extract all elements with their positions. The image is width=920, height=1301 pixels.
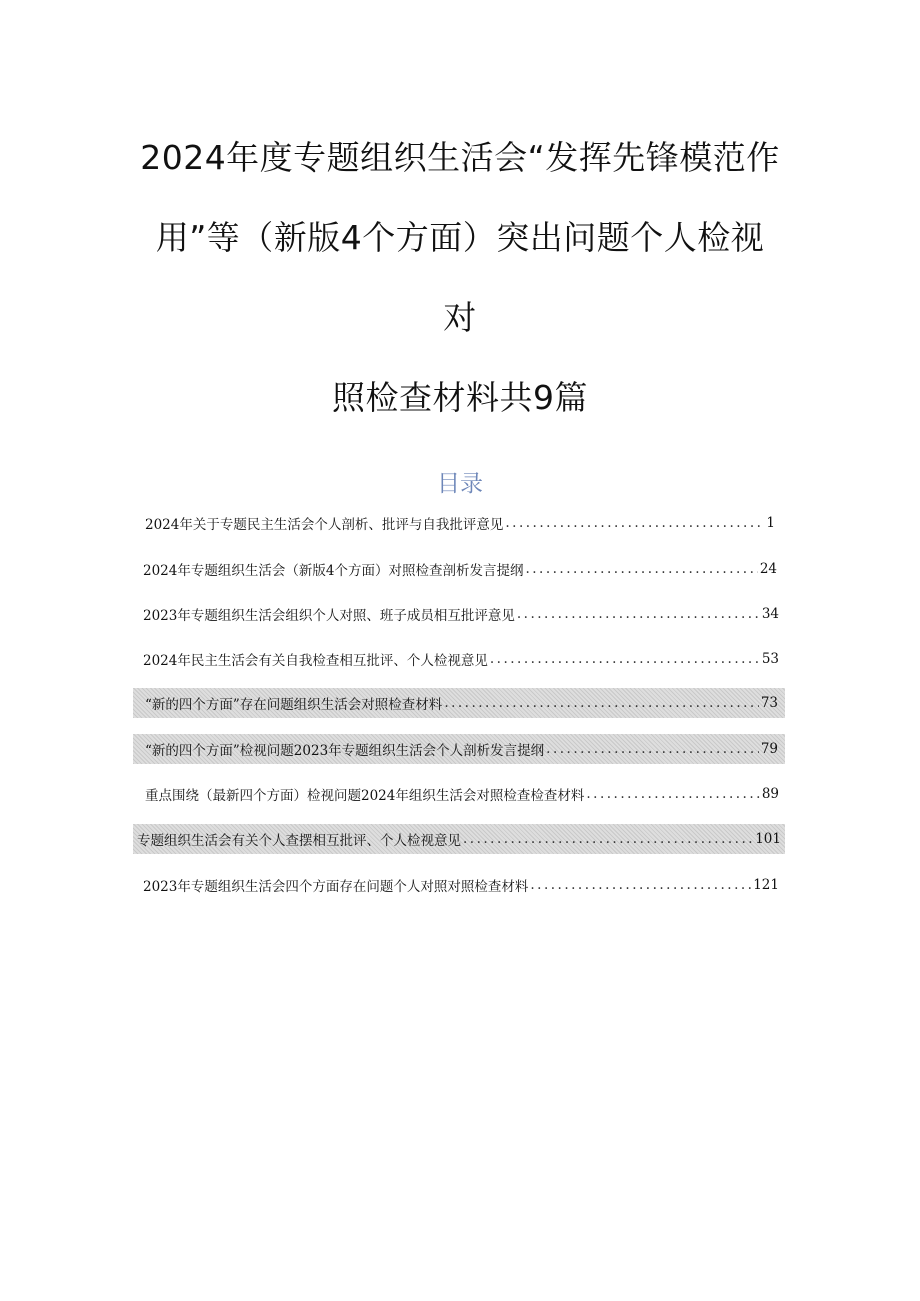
document-title-line-1: 2024年度专题组织生活会“发挥先锋模范作 (140, 138, 780, 177)
toc-entry-title: 专题组织生活会有关个人查摆相互批评、个人检视意见 (137, 833, 461, 849)
toc-entry-page-number: 1 (766, 515, 775, 531)
toc-entry-page-number: 53 (761, 651, 779, 667)
toc-entry-3[interactable] (143, 599, 779, 629)
document-title-line-2: 用”等（新版4个方面）突出问题个人检视 (155, 218, 765, 257)
toc-entry-8[interactable] (133, 824, 785, 854)
toc-dot-leader (505, 515, 764, 531)
toc-dot-leader (546, 741, 759, 757)
toc-dot-leader (490, 651, 760, 667)
toc-entry-title: 2023年专题组织生活会四个方面存在问题个人对照对照检查材料 (143, 879, 529, 895)
toc-entry-page-number: 121 (753, 877, 779, 893)
toc-entry-page-number: 89 (761, 786, 779, 802)
toc-entry-9[interactable] (143, 870, 779, 900)
toc-entry-title: “新的四个方面”检视问题2023年专题组织生活会个人剖析发言提纲 (145, 743, 545, 759)
toc-entry-2[interactable] (143, 554, 777, 584)
toc-entry-4[interactable] (143, 644, 779, 674)
toc-entry-7[interactable] (145, 779, 779, 809)
document-title-line-4: 照检查材料共9篇 (332, 378, 588, 417)
toc-entry-page-number: 24 (759, 561, 777, 577)
toc-entry-page-number: 101 (755, 831, 781, 847)
toc-dot-leader (586, 786, 759, 802)
toc-entry-title: 2023年专题组织生活会组织个人对照、班子成员相互批评意见 (143, 608, 515, 624)
toc-dot-leader (530, 877, 751, 893)
toc-dot-leader (525, 561, 757, 577)
toc-dot-leader (517, 606, 760, 622)
toc-entry-page-number: 73 (760, 695, 778, 711)
toc-entry-title: 2024年专题组织生活会（新版4个方面）对照检查剖析发言提纲 (143, 563, 524, 579)
toc-entry-1[interactable] (145, 508, 775, 538)
toc-entry-5[interactable] (133, 688, 785, 718)
toc-entry-title: 重点围绕（最新四个方面）检视问题2024年组织生活会对照检查检查材料 (145, 788, 585, 804)
toc-entry-page-number: 79 (760, 741, 778, 757)
toc-entry-title: “新的四个方面”存在问题组织生活会对照检查材料 (145, 697, 443, 713)
toc-dot-leader (444, 695, 759, 711)
toc-dot-leader (463, 831, 753, 847)
toc-entry-6[interactable] (133, 734, 785, 764)
toc-entry-page-number: 34 (761, 606, 779, 622)
toc-entry-title: 2024年民主生活会有关自我检查相互批评、个人检视意见 (143, 653, 488, 669)
document-title-line-3: 对 (443, 298, 477, 337)
toc-heading: 目录 (437, 471, 483, 497)
toc-entry-title: 2024年关于专题民主生活会个人剖析、批评与自我批评意见 (145, 517, 504, 533)
